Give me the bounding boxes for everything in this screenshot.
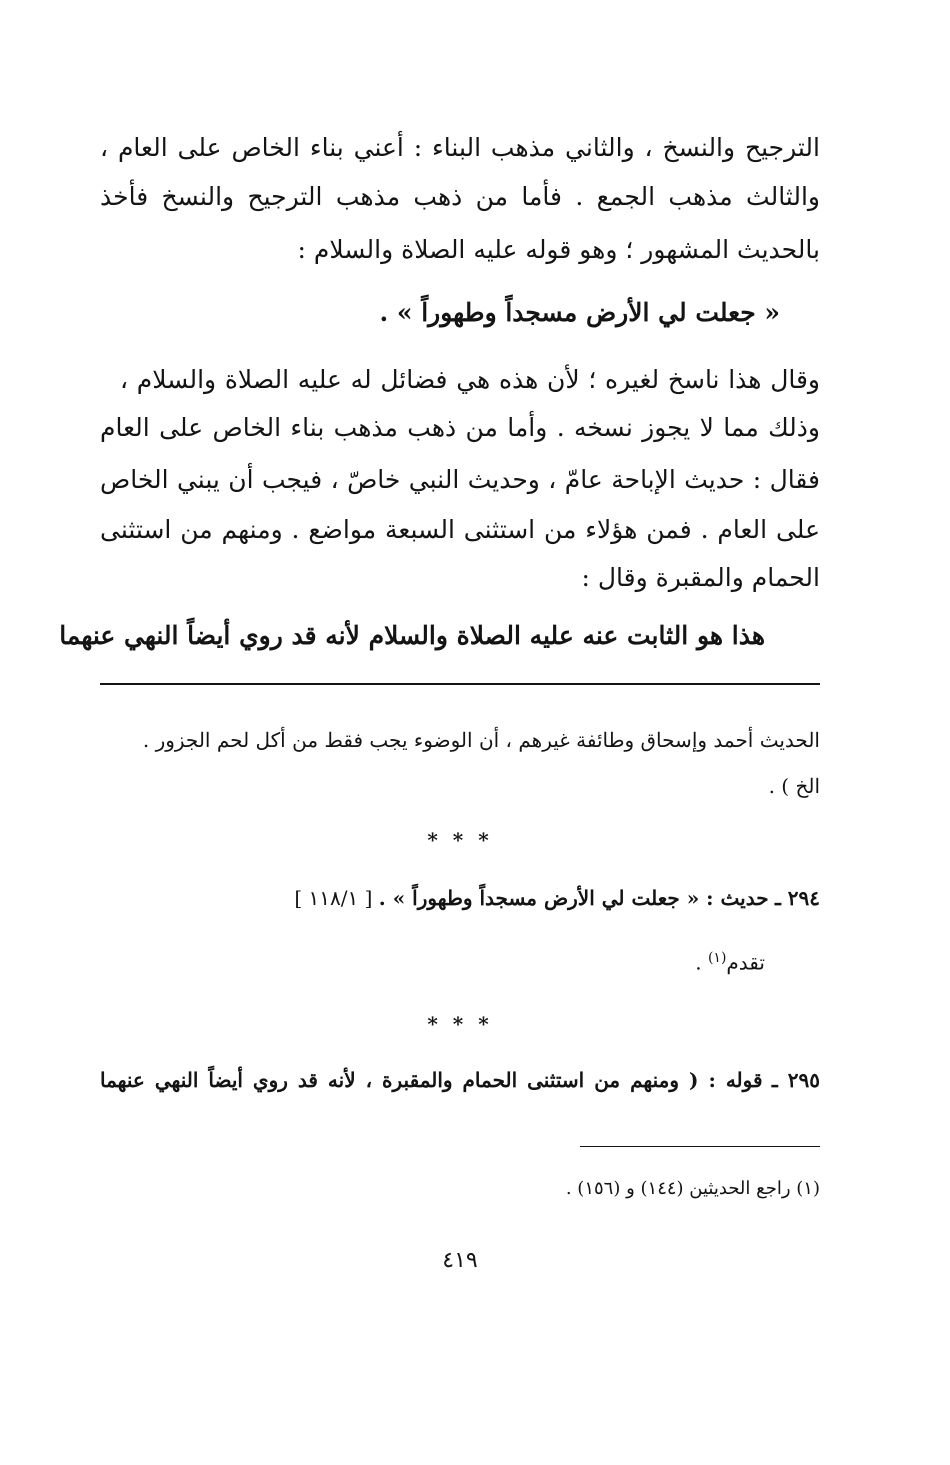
footnote-rule — [580, 1146, 820, 1147]
entry-294-note-end: . — [695, 950, 708, 975]
body-line-7: على العام . فمن هؤلاء من استثنى السبعة مواضع . ومنهم من استثنى — [100, 515, 820, 544]
hadith-quote: « جعلت لي الأرض مسجداً وطهوراً » . — [379, 298, 780, 327]
body-line-2: والثالث مذهب الجمع . فأما من ذهب مذهب الترجيح والنسخ فأخذ — [100, 182, 820, 211]
separator-stars-2: * * * — [427, 1012, 493, 1036]
body-line-3: بالحديث المشهور ؛ وهو قوله عليه الصلاة والسلام : — [297, 235, 820, 264]
separator-stars-1: * * * — [427, 828, 493, 852]
body-line-8: الحمام والمقبرة وقال : — [581, 563, 820, 592]
entry-294-number: ٢٩٤ ـ — [774, 886, 820, 910]
commentary-line-2: الخ ) . — [768, 774, 820, 798]
body-line-4: وقال هذا ناسخ لغيره ؛ لأن هذه هي فضائل له عليه الصلاة والسلام ، — [120, 365, 820, 394]
entry-295-number: ٢٩٥ ـ — [771, 1068, 820, 1092]
entry-294 — [100, 880, 820, 916]
body-line-1: الترجيح والنسخ ، والثاني مذهب البناء : أعني بناء الخاص على العام ، — [100, 133, 820, 162]
entry-294-ref: [ ١١٨/١ ] — [294, 886, 373, 910]
body-line-9: هذا هو الثابت عنه عليه الصلاة والسلام لأنه قد روي أيضاً النهي عنهما — [59, 621, 765, 650]
entry-294-note-text: تقدم — [726, 950, 765, 975]
footnote-marker: (١) — [707, 950, 727, 966]
body-line-5: وذلك مما لا يجوز نسخه . وأما من ذهب مذهب بناء الخاص على العام — [100, 413, 820, 442]
section-rule — [100, 683, 820, 685]
commentary-line-1: الحديث أحمد وإسحاق وطائفة غيرهم ، أن الوضوء يجب فقط من أكل لحم الجزور . — [142, 728, 820, 752]
footnote-1: (١) راجع الحديثين (١٤٤) و (١٥٦) . — [565, 1178, 820, 1199]
body-line-6: فقال : حديث الإباحة عامّ ، وحديث النبي خاصّ ، فيجب أن يبني الخاص — [100, 465, 820, 494]
entry-295-text: قوله : ( ومنهم من استثنى الحمام والمقبرة ، لأنه قد روي أيضاً النهي عنهما — [100, 1068, 763, 1092]
entry-294-text: حديث : « جعلت لي الأرض مسجداً وطهوراً » . — [378, 886, 769, 910]
entry-294-note — [100, 940, 765, 981]
entry-295 — [100, 1062, 820, 1098]
page-number: ٤١٩ — [442, 1248, 478, 1273]
